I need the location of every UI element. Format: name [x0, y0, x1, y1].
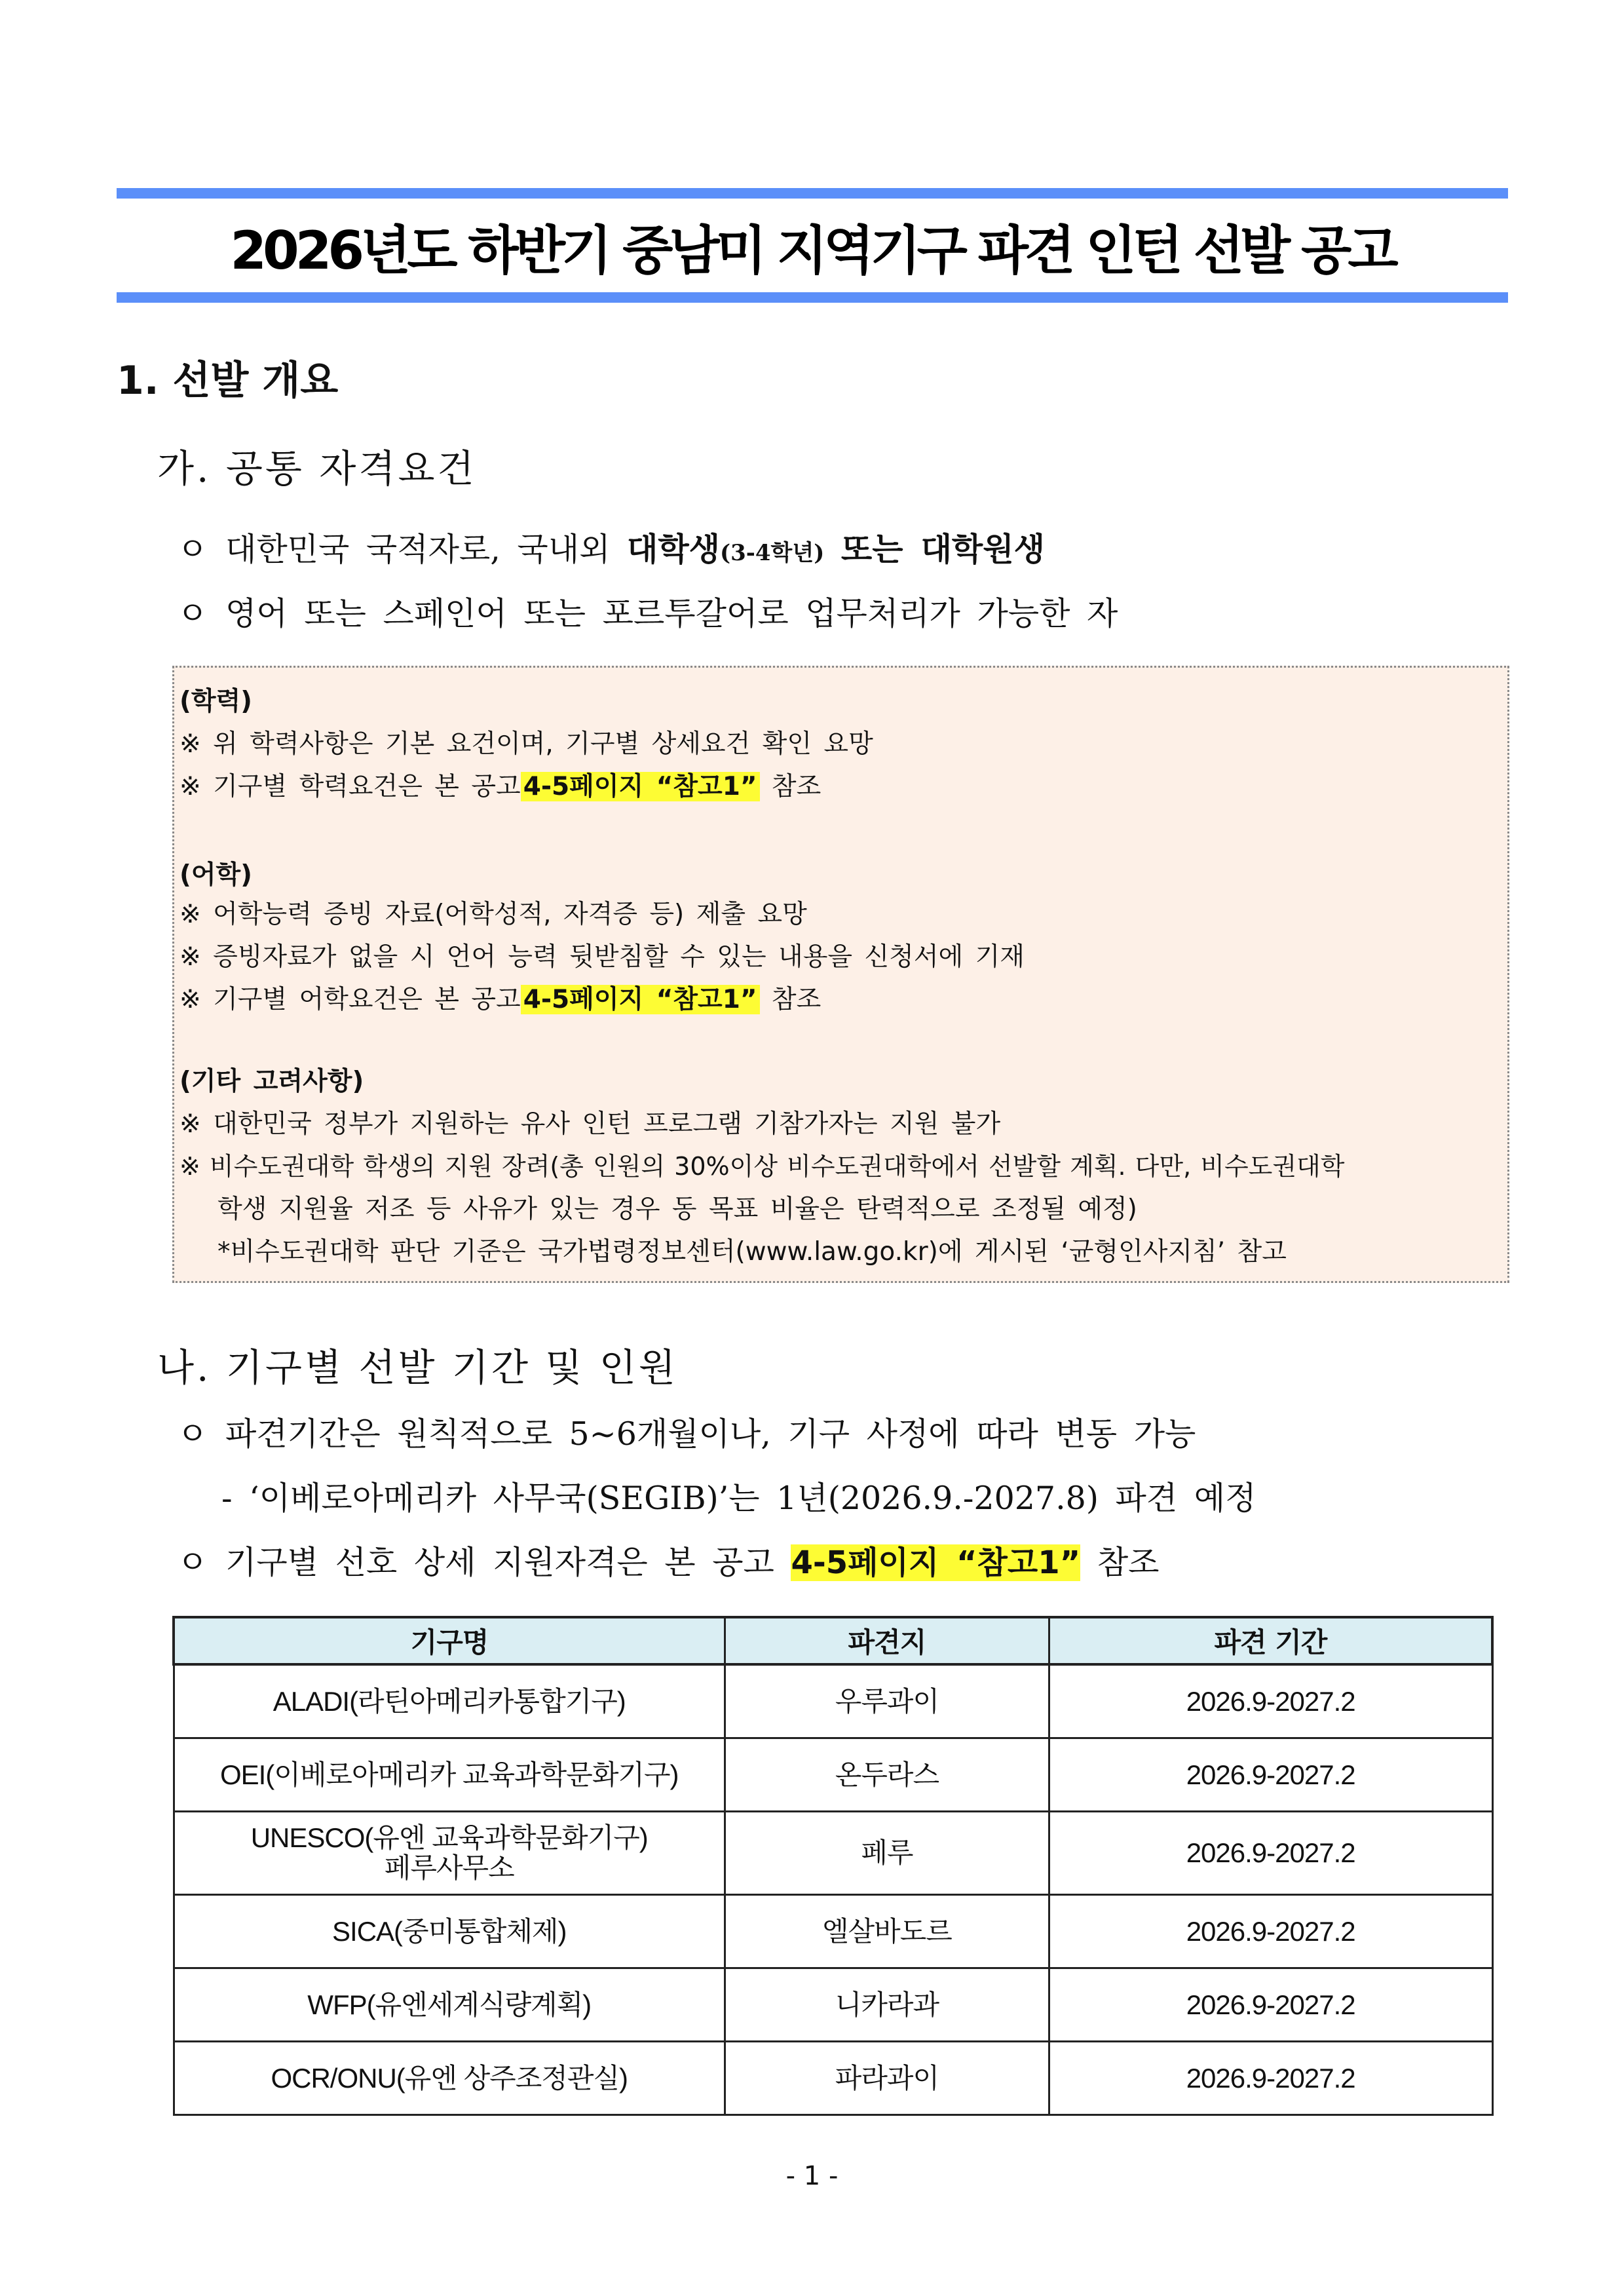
bullet-small-text: (3-4학년) [720, 540, 825, 566]
bullet-strong-text: 또는 대학원생 [840, 530, 1045, 568]
period-cell: 2026.9-2027.2 [1049, 1895, 1492, 1968]
table-row [174, 1812, 1492, 1895]
bullet-nationality [177, 524, 1045, 570]
subheading-common-requirements: 가. 공통 자격요건 [157, 446, 477, 491]
bullet-segib-note: - ‘이베로아메리카 사무국(SEGIB)’는 1년(2026.9.-2027.8) 파견 예정 [221, 1480, 1256, 1517]
org-name-cell: SICA(중미통합체제) [174, 1895, 725, 1968]
note-line: ※ 대한민국 정부가 지원하는 유사 인턴 프로그램 기참가자는 지원 불가 [179, 1109, 1001, 1139]
highlighted-reference: 4-5페이지 “참고1” [521, 772, 760, 801]
table-row [174, 2042, 1492, 2115]
table-row [174, 1968, 1492, 2042]
location-cell: 온두라스 [725, 1738, 1049, 1812]
note-line [179, 766, 821, 803]
location-cell: 파라과이 [725, 2042, 1049, 2115]
location-cell: 페루 [725, 1812, 1049, 1895]
bullet-text: 대한민국 국적자로, 국내외 [225, 531, 611, 568]
period-cell: 2026.9-2027.2 [1049, 1968, 1492, 2042]
note-text: 참조 [771, 772, 821, 801]
note-heading-language: (어학) [179, 860, 252, 890]
highlighted-reference: 4-5페이지 “참고1” [791, 1544, 1081, 1581]
note-line: *비수도권대학 판단 기준은 국가법령정보센터(www.law.go.kr)에 게시된 ‘균형인사지침’ 참고 [217, 1237, 1287, 1267]
bullet-mark: ㅇ [177, 1544, 208, 1581]
section-heading-overview: 1. 선발 개요 [117, 358, 339, 404]
table-row [174, 1738, 1492, 1812]
bullet-text: 영어 또는 스페인어 또는 포르투갈어로 업무처리가 가능한 자 [225, 595, 1118, 632]
location-cell: 우루과이 [725, 1664, 1049, 1738]
period-cell: 2026.9-2027.2 [1049, 1664, 1492, 1738]
bullet-text: 파견기간은 원칙적으로 5~6개월이나, 기구 사정에 따라 변동 가능 [225, 1415, 1196, 1453]
org-name-cell: WFP(유엔세계식량계획) [174, 1968, 725, 2042]
bullet-mark: ㅇ [177, 531, 208, 568]
note-line [179, 979, 821, 1016]
note-line: ※ 비수도권대학 학생의 지원 장려(총 인원의 30%이상 비수도권대학에서 선발할 계획. 다만, 비수도권대학 [179, 1152, 1345, 1181]
period-cell: 2026.9-2027.2 [1049, 1812, 1492, 1895]
page-title: 2026년도 하반기 중남미 지역기구 파견 인턴 선발 공고 [230, 220, 1395, 281]
note-line: ※ 어학능력 증빙 자료(어학성적, 자격증 등) 제출 요망 [179, 900, 807, 929]
table-row [174, 1664, 1492, 1738]
note-text: ※ 기구별 학력요건은 본 공고 [179, 772, 521, 801]
bullet-mark: ㅇ [177, 595, 208, 632]
note-line: ※ 위 학력사항은 기본 요건이며, 기구별 상세요건 확인 요망 [179, 729, 873, 759]
highlighted-reference: 4-5페이지 “참고1” [521, 985, 760, 1014]
title-top-rule [117, 188, 1508, 199]
bullet-mark: ㅇ [177, 1415, 208, 1453]
period-cell: 2026.9-2027.2 [1049, 2042, 1492, 2115]
bullet-text: 참조 [1097, 1544, 1160, 1581]
page-number: - 1 - [785, 2161, 839, 2191]
location-cell: 니카라과 [725, 1968, 1049, 2042]
bullet-language [177, 588, 1118, 634]
column-header: 파견지 [725, 1617, 1049, 1664]
org-name-cell: ALADI(라틴아메리카통합기구) [174, 1664, 725, 1738]
title-bottom-rule [117, 292, 1508, 303]
bullet-strong-text: 대학생 [626, 530, 720, 568]
column-header: 파견 기간 [1049, 1617, 1492, 1664]
location-cell: 엘살바도르 [725, 1895, 1049, 1968]
bullet-dispatch-period [177, 1409, 1196, 1455]
period-cell: 2026.9-2027.2 [1049, 1738, 1492, 1812]
organization-table [172, 1616, 1494, 2116]
bullet-text: 기구별 선호 상세 지원자격은 본 공고 [225, 1544, 774, 1581]
org-name-cell: OEI(이베로아메리카 교육과학문화기구) [174, 1738, 725, 1812]
note-heading-education: (학력) [179, 687, 252, 716]
note-line: 학생 지원율 저조 등 사유가 있는 경우 동 목표 비율은 탄력적으로 조정될 예정) [217, 1195, 1137, 1224]
org-name-cell: UNESCO(유엔 교육과학문화기구) 페루사무소 [174, 1812, 725, 1895]
requirements-note-box [172, 666, 1509, 1283]
note-text: 참조 [771, 985, 821, 1014]
column-header: 기구명 [174, 1617, 725, 1664]
note-text: ※ 기구별 어학요건은 본 공고 [179, 985, 521, 1014]
org-name-cell: OCR/ONU(유엔 상주조정관실) [174, 2042, 725, 2115]
table-row [174, 1895, 1492, 1968]
note-line: ※ 증빙자료가 없을 시 언어 능력 뒷받침할 수 있는 내용을 신청서에 기재 [179, 942, 1025, 972]
table-header-row [174, 1617, 1492, 1664]
bullet-reference [177, 1537, 1159, 1583]
note-heading-other: (기타 고려사항) [179, 1067, 364, 1096]
subheading-period-and-quota: 나. 기구별 선발 기간 및 인원 [157, 1345, 678, 1390]
